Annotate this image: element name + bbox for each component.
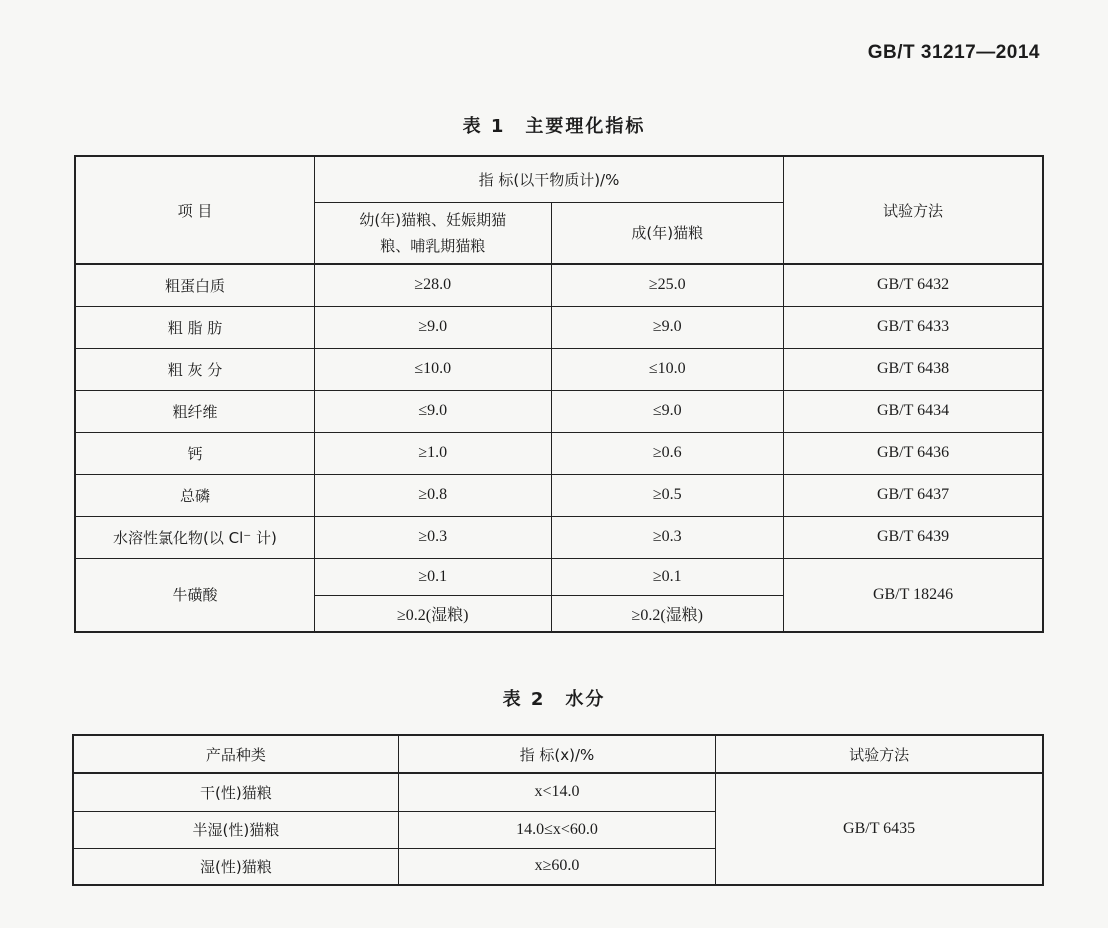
adult-value: ≥0.1 [551, 558, 784, 595]
row-item: 粗 脂 肪 [75, 306, 314, 348]
adult-value: ≥0.5 [551, 474, 784, 516]
adult-value: ≥0.6 [551, 432, 784, 474]
row-item: 总磷 [75, 474, 314, 516]
standard-number: GB/T 31217—2014 [867, 42, 1040, 63]
young-value: ≥0.1 [314, 558, 551, 595]
test-method: GB/T 6432 [784, 264, 1043, 306]
adult-value: ≤10.0 [551, 348, 784, 390]
test-method: GB/T 6435 [716, 773, 1043, 885]
young-value-wet: ≥0.2(湿粮) [314, 595, 551, 632]
young-value: ≥28.0 [314, 264, 551, 306]
adult-value: ≥0.3 [551, 516, 784, 558]
test-method: GB/T 6433 [784, 306, 1043, 348]
header-young-cat-food: 幼(年)猫粮、妊娠期猫粮、哺乳期猫粮 [314, 202, 551, 264]
table2-title: 表 2 水分 [502, 689, 606, 710]
header-indicator-group: 指 标(以干物质计)/% [314, 156, 783, 202]
young-value: ≤10.0 [314, 348, 551, 390]
moisture-indicator: 14.0≤x<60.0 [398, 811, 715, 848]
adult-value-wet: ≥0.2(湿粮) [551, 595, 784, 632]
adult-value: ≥25.0 [551, 264, 784, 306]
row-item: 水溶性氯化物(以 Cl⁻ 计) [75, 516, 314, 558]
header-test-method: 试验方法 [716, 735, 1043, 773]
young-value: ≤9.0 [314, 390, 551, 432]
product-type: 湿(性)猫粮 [73, 848, 398, 885]
row-item: 钙 [75, 432, 314, 474]
row-item-taurine: 牛磺酸 [75, 558, 314, 632]
row-item: 粗纤维 [75, 390, 314, 432]
table-row [75, 516, 1043, 558]
physicochemical-indicators-table [74, 155, 1044, 633]
young-value: ≥0.8 [314, 474, 551, 516]
header-indicator: 指 标(x)/% [398, 735, 715, 773]
young-value: ≥9.0 [314, 306, 551, 348]
moisture-table [72, 734, 1044, 886]
table-row [75, 474, 1043, 516]
header-test-method: 试验方法 [784, 156, 1043, 264]
header-product-type: 产品种类 [73, 735, 398, 773]
table-row [75, 558, 1043, 595]
adult-value: ≤9.0 [551, 390, 784, 432]
test-method: GB/T 6434 [784, 390, 1043, 432]
table1-title: 表 1 主要理化指标 [462, 116, 646, 137]
table-row [73, 773, 1043, 811]
test-method: GB/T 6438 [784, 348, 1043, 390]
product-type: 半湿(性)猫粮 [73, 811, 398, 848]
header-adult-cat-food: 成(年)猫粮 [551, 202, 784, 264]
product-type: 干(性)猫粮 [73, 773, 398, 811]
test-method: GB/T 6436 [784, 432, 1043, 474]
moisture-indicator: x<14.0 [398, 773, 715, 811]
adult-value: ≥9.0 [551, 306, 784, 348]
test-method: GB/T 6437 [784, 474, 1043, 516]
table-row [75, 348, 1043, 390]
test-method: GB/T 6439 [784, 516, 1043, 558]
row-item: 粗蛋白质 [75, 264, 314, 306]
young-value: ≥1.0 [314, 432, 551, 474]
row-item: 粗 灰 分 [75, 348, 314, 390]
moisture-indicator: x≥60.0 [398, 848, 715, 885]
table-row [75, 432, 1043, 474]
table-row [75, 390, 1043, 432]
young-value: ≥0.3 [314, 516, 551, 558]
header-item: 项 目 [75, 156, 314, 264]
table-row [75, 306, 1043, 348]
test-method: GB/T 18246 [784, 558, 1043, 632]
table-row [75, 264, 1043, 306]
